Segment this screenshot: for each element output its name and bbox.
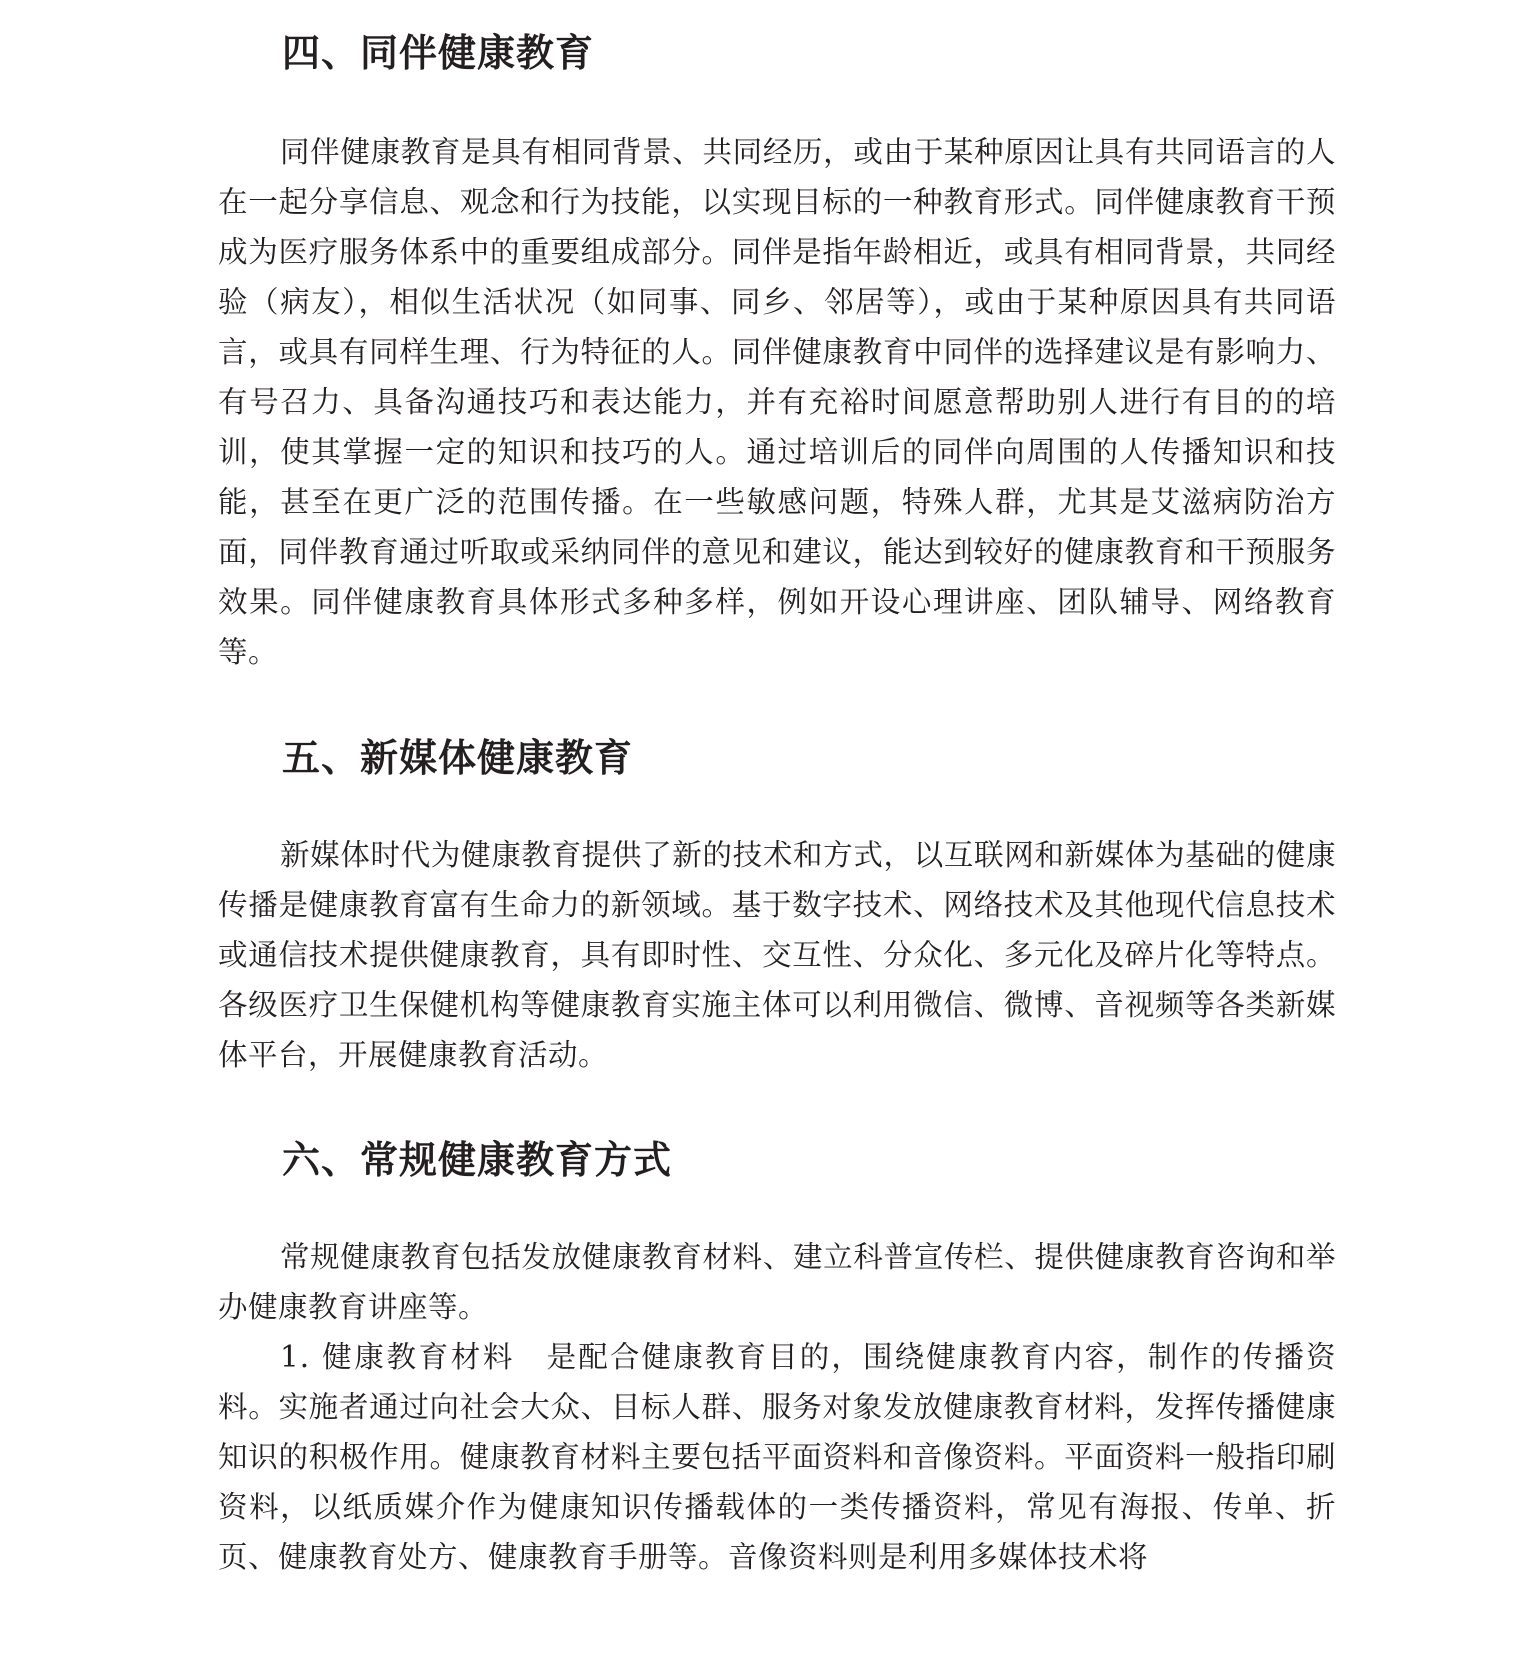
paragraph-new-media-education: 新媒体时代为健康教育提供了新的技术和方式，以互联网和新媒体为基础的健康传播是健康教育富有生命力的新领域。基于数字技术、网络技术及其他现代信息技术或通信技术提供健康教育，具有即时性、交互性、分众化、多元化及碎片化等特点。各级医疗卫生保健机构等健康教育实施主体可以利用微信、微博、音视频等各类新媒体平台，开展健康教育活动。 (218, 838, 1336, 1072)
paragraph-peer-education: 同伴健康教育是具有相同背景、共同经历，或由于某种原因让具有共同语言的人在一起分享信息、观念和行为技能，以实现目标的一种教育形式。同伴健康教育干预成为医疗服务体系中的重要组成部分。同伴是指年龄相近，或具有相同背景，共同经验（病友），相似生活状况（如同事、同乡、邻居等），或由于某种原因具有共同语言，或具有同样生理、行为特征的人。同伴健康教育中同伴的选择建议是有影响力、有号召力、具备沟通技巧和表达能力，并有充裕时间愿意帮助别人进行有目的的培训，使其掌握一定的知识和技巧的人。通过培训后的同伴向周围的人传播知识和技能，甚至在更广泛的范围传播。在一些敏感问题，特殊人群，尤其是艾滋病防治方面，同伴教育通过听取或采纳同伴的意见和建议，能达到较好的健康教育和干预服务效果。同伴健康教育具体形式多种多样，例如开设心理讲座、团队辅导、网络教育等。 (218, 135, 1336, 669)
paragraph-conventional-education: 常规健康教育包括发放健康教育材料、建立科普宣传栏、提供健康教育咨询和举办健康教育讲座等。 (218, 1240, 1336, 1324)
section-heading-new-media-education: 五、新媒体健康教育 (282, 736, 634, 780)
list-item-label: 1. 健康教育材料 (280, 1340, 515, 1374)
list-item-education-materials (218, 1332, 1336, 1582)
section-heading-peer-education: 四、同伴健康教育 (282, 31, 595, 75)
list-item-text: 是配合健康教育目的，围绕健康教育内容，制作的传播资料。实施者通过向社会大众、目标人群、服务对象发放健康教育材料，发挥传播健康知识的积极作用。健康教育材料主要包括平面资料和音像资料。平面资料一般指印刷资料，以纸质媒介作为健康知识传播载体的一类传播资料，常见有海报、传单、折页、健康教育处方、健康教育手册等。音像资料则是利用多媒体技术将 (218, 1340, 1336, 1574)
section-heading-conventional-education: 六、常规健康教育方式 (282, 1138, 673, 1182)
